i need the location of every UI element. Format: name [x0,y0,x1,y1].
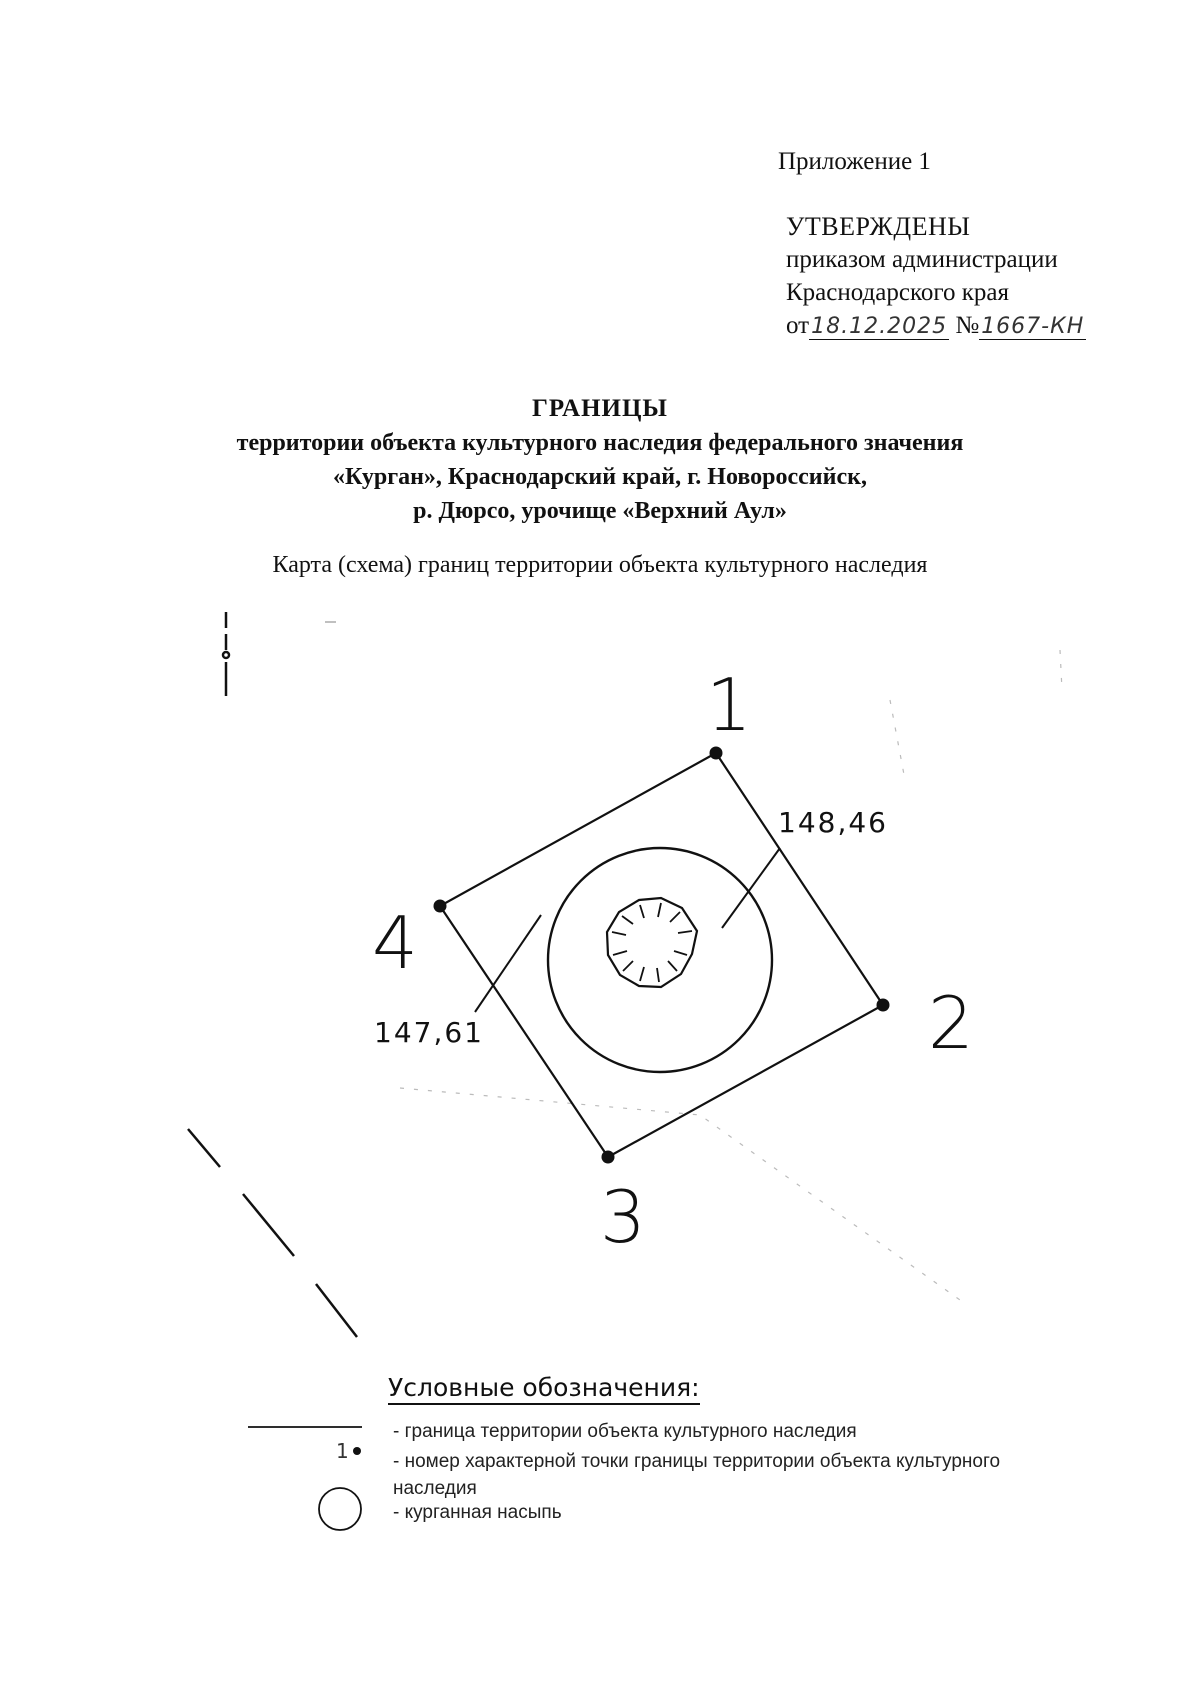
point-label-2: 2 [928,981,974,1065]
mound-hachures [612,903,692,982]
elevation-top-label: 148,46 [778,806,888,839]
document-title [0,392,1200,528]
mound-crest [607,898,697,987]
legend-title: Условные обозначения: [388,1373,700,1405]
legend-point-text: - номер характерной точки границы территории объекта культурного наследия [393,1451,1001,1499]
approval-date: 18.12.2025 [811,314,948,339]
approval-title: УТВЕРЖДЕНЫ [786,212,971,241]
approval-block [786,210,1086,342]
elevation-top-leader [722,848,780,928]
date-prefix: от [786,312,810,339]
title-line-2: «Курган», Краснодарский край, г. Новороссийск, [333,464,867,490]
title-line-1: территории объекта культурного наследия федерального значения [236,430,964,456]
north-arrow-mark [223,612,229,696]
legend-mound-text: - курганная насыпь [393,1502,562,1523]
boundary-point-2 [877,999,890,1012]
background-traces [400,650,1062,1300]
road-dashed-line [188,1129,357,1337]
approval-date-line [786,309,1086,342]
appendix-label: Приложение 1 [778,148,931,175]
elevation-bottom-label: 147,61 [374,1016,484,1049]
faint-trace-line [1060,650,1062,690]
faint-trace-line [890,700,905,780]
legend-boundary-text: - граница территории объекта культурного наследия [393,1421,857,1442]
territory-boundary [440,753,883,1157]
legend-mound-symbol [319,1488,361,1530]
elevation-bottom-leader [475,915,541,1012]
legend-point-symbol-label: 1 [336,1439,349,1463]
approval-by-line-2: Краснодарского края [786,279,1009,306]
approval-by-line-1: приказом администрации [786,246,1058,273]
boundary-point-1 [710,747,723,760]
point-label-4: 4 [372,901,418,985]
faint-trace-line [400,1088,960,1300]
title-line-3: р. Дюрсо, урочище «Верхний Аул» [413,498,787,524]
boundary-point-4 [434,900,447,913]
point-label-3: 3 [600,1175,646,1259]
title-main: ГРАНИЦЫ [532,395,668,422]
mound-outer-circle [548,848,772,1072]
number-prefix: № [955,312,980,339]
approval-number: 1667-КН [981,314,1085,339]
legend-point-symbol [353,1447,361,1455]
map-caption: Карта (схема) границ территории объекта культурного наследия [272,552,928,578]
point-label-1: 1 [706,663,752,747]
boundary-point-3 [602,1151,615,1164]
